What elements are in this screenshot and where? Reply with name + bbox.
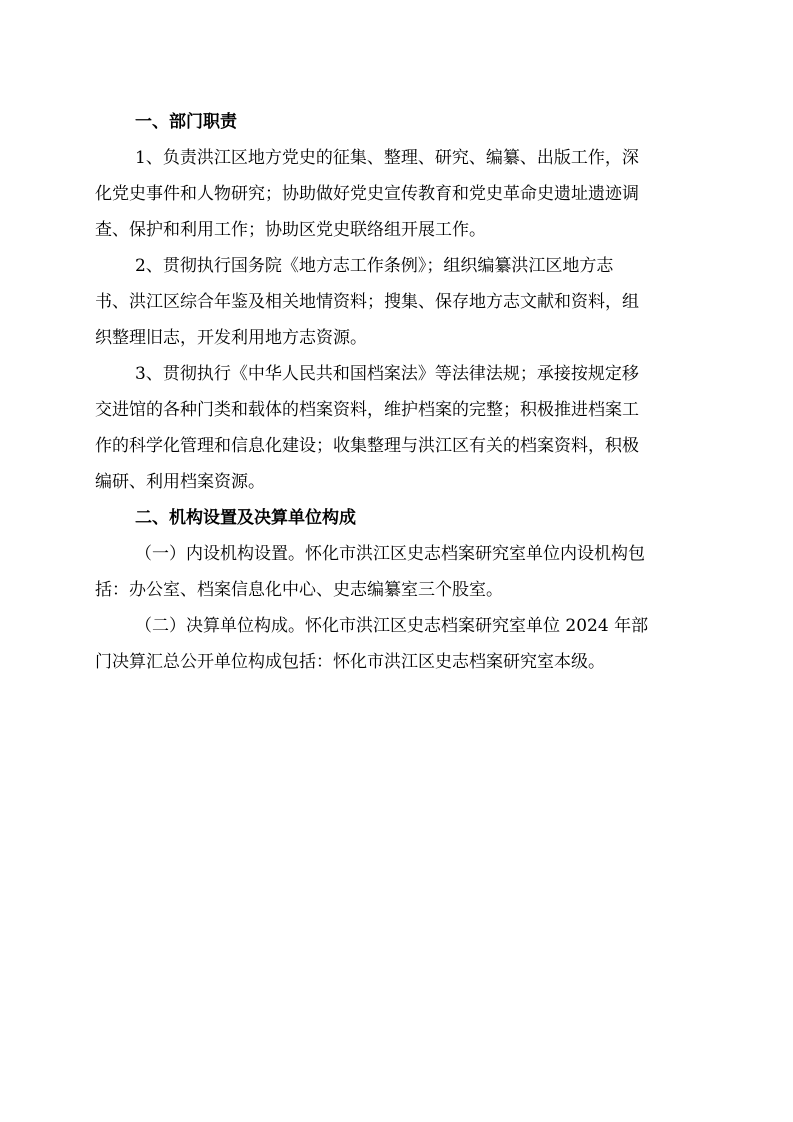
paragraph-line: 书、洪江区综合年鉴及相关地情资料；搜集、保存地方志文献和资料，组: [95, 292, 639, 312]
paragraph-line: 作的科学化管理和信息化建设；收集整理与洪江区有关的档案资料，积极: [95, 436, 639, 456]
paragraph-duty-3: [95, 356, 695, 500]
paragraph-line: 括：办公室、档案信息化中心、史志编纂室三个股室。: [95, 580, 503, 600]
paragraph-duty-1: [95, 140, 695, 248]
paragraph-line: 查、保护和利用工作；协助区党史联络组开展工作。: [95, 220, 486, 240]
document-body: [95, 104, 695, 680]
paragraph-line: 门决算汇总公开单位构成包括：怀化市洪江区史志档案研究室本级。: [95, 652, 605, 672]
section-heading-organization: 二、机构设置及决算单位构成: [135, 508, 356, 528]
paragraph-duty-2: [95, 248, 695, 356]
paragraph-line: 3、贯彻执行《中华人民共和国档案法》等法律法规；承接按规定移: [135, 364, 639, 384]
paragraph-line: 2、贯彻执行国务院《地方志工作条例》；组织编纂洪江区地方志: [135, 256, 614, 276]
paragraph-line: 化党史事件和人物研究；协助做好党史宣传教育和党史革命史遗址遗迹调: [95, 184, 639, 204]
paragraph-line: 编研、利用档案资源。: [95, 472, 265, 492]
paragraph-internal-structure: [95, 536, 695, 608]
paragraph-accounting-units: [95, 608, 695, 680]
paragraph-line: 1、负责洪江区地方党史的征集、整理、研究、编纂、出版工作，深: [135, 148, 639, 168]
paragraph-line: （一）内设机构设置。怀化市洪江区史志档案研究室单位内设机构包: [135, 544, 645, 564]
paragraph-line: 织整理旧志，开发利用地方志资源。: [95, 328, 367, 348]
paragraph-line: 交进馆的各种门类和载体的档案资料，维护档案的完整；积极推进档案工: [95, 400, 639, 420]
section-heading-duties: 一、部门职责: [135, 112, 237, 132]
paragraph-line: （二）决算单位构成。怀化市洪江区史志档案研究室单位 2024 年部: [135, 616, 649, 636]
